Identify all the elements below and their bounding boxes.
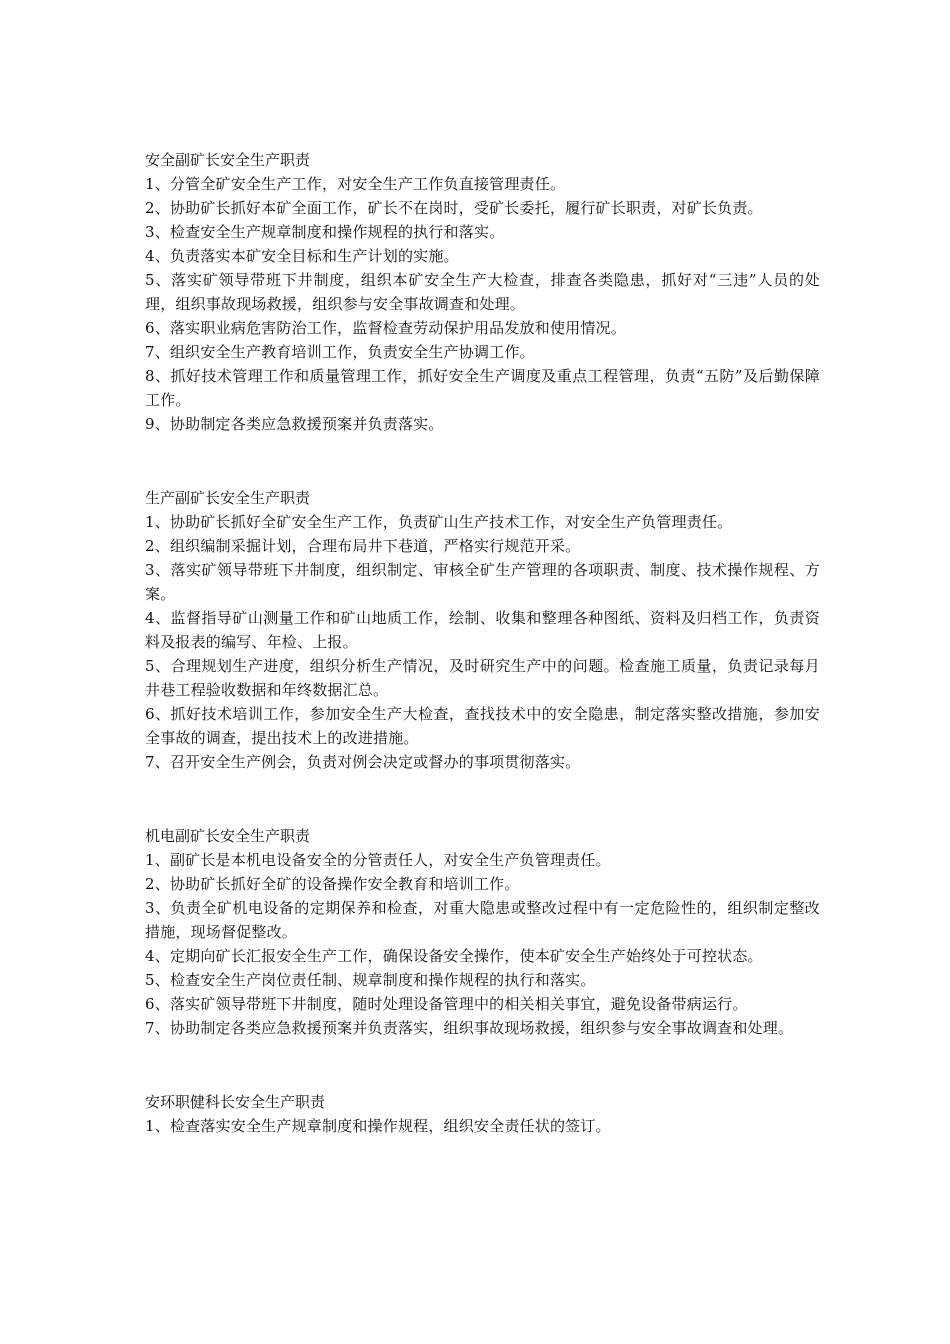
section-title: 机电副矿长安全生产职责 — [145, 827, 311, 845]
list-item: 7、召开安全生产例会，负责对例会决定或督办的事项贯彻落实。 — [145, 753, 581, 771]
list-item: 8、抓好技术管理工作和质量管理工作，抓好安全生产调度及重点工程管理，负责“五防”及后勤保障工作。 — [145, 367, 820, 409]
section-title: 生产副矿长安全生产职责 — [145, 489, 311, 507]
list-item: 5、落实矿领导带班下井制度，组织本矿安全生产大检查，排查各类隐患，抓好对“三违”人员的处理，组织事故现场救援，组织参与安全事故调查和处理。 — [145, 271, 820, 313]
list-item: 2、协助矿长抓好全矿的设备操作安全教育和培训工作。 — [145, 875, 520, 893]
document-body — [145, 148, 820, 1138]
section-safety-deputy — [145, 148, 820, 436]
list-item: 3、落实矿领导带班下井制度，组织制定、审核全矿生产管理的各项职责、制度、技术操作规程、方案。 — [145, 561, 820, 603]
list-item: 1、副矿长是本机电设备安全的分管责任人，对安全生产负管理责任。 — [145, 851, 611, 869]
list-item: 1、检查落实安全生产规章制度和操作规程，组织安全责任状的签订。 — [145, 1117, 611, 1135]
list-item: 3、检查安全生产规章制度和操作规程的执行和落实。 — [145, 223, 505, 241]
list-item: 4、监督指导矿山测量工作和矿山地质工作，绘制、收集和整理各种图纸、资料及归档工作，负责资料及报表的编写、年检、上报。 — [145, 609, 820, 651]
list-item: 2、组织编制采掘计划，合理布局井下巷道，严格实行规范开采。 — [145, 537, 581, 555]
list-item: 6、落实职业病危害防治工作，监督检查劳动保护用品发放和使用情况。 — [145, 319, 626, 337]
section-environment-health-chief — [145, 1090, 820, 1138]
list-item: 2、协助矿长抓好本矿全面工作，矿长不在岗时，受矿长委托，履行矿长职责，对矿长负责。 — [145, 199, 763, 217]
section-title: 安环职健科长安全生产职责 — [145, 1093, 326, 1111]
section-electromechanical-deputy — [145, 824, 820, 1040]
section-production-deputy — [145, 486, 820, 774]
list-item: 1、分管全矿安全生产工作，对安全生产工作负直接管理责任。 — [145, 175, 566, 193]
list-item: 1、协助矿长抓好全矿安全生产工作，负责矿山生产技术工作，对安全生产负管理责任。 — [145, 513, 733, 531]
list-item: 6、落实矿领导带班下井制度，随时处理设备管理中的相关相关事宜，避免设备带病运行。 — [145, 995, 748, 1013]
list-item: 4、定期向矿长汇报安全生产工作，确保设备安全操作，使本矿安全生产始终处于可控状态。 — [145, 947, 763, 965]
list-item: 5、检查安全生产岗位责任制、规章制度和操作规程的执行和落实。 — [145, 971, 596, 989]
list-item: 7、协助制定各类应急救援预案并负责落实，组织事故现场救援，组织参与安全事故调查和处理。 — [145, 1019, 794, 1037]
list-item: 7、组织安全生产教育培训工作，负责安全生产协调工作。 — [145, 343, 535, 361]
list-item: 3、负责全矿机电设备的定期保养和检查，对重大隐患或整改过程中有一定危险性的，组织制定整改措施，现场督促整改。 — [145, 899, 820, 941]
section-title: 安全副矿长安全生产职责 — [145, 151, 311, 169]
list-item: 9、协助制定各类应急救援预案并负责落实。 — [145, 415, 444, 433]
list-item: 6、抓好技术培训工作，参加安全生产大检查，查找技术中的安全隐患，制定落实整改措施，参加安全事故的调查，提出技术上的改进措施。 — [145, 705, 820, 747]
list-item: 5、合理规划生产进度，组织分析生产情况，及时研究生产中的问题。检查施工质量，负责记录每月井巷工程验收数据和年终数据汇总。 — [145, 657, 820, 699]
list-item: 4、负责落实本矿安全目标和生产计划的实施。 — [145, 247, 459, 265]
